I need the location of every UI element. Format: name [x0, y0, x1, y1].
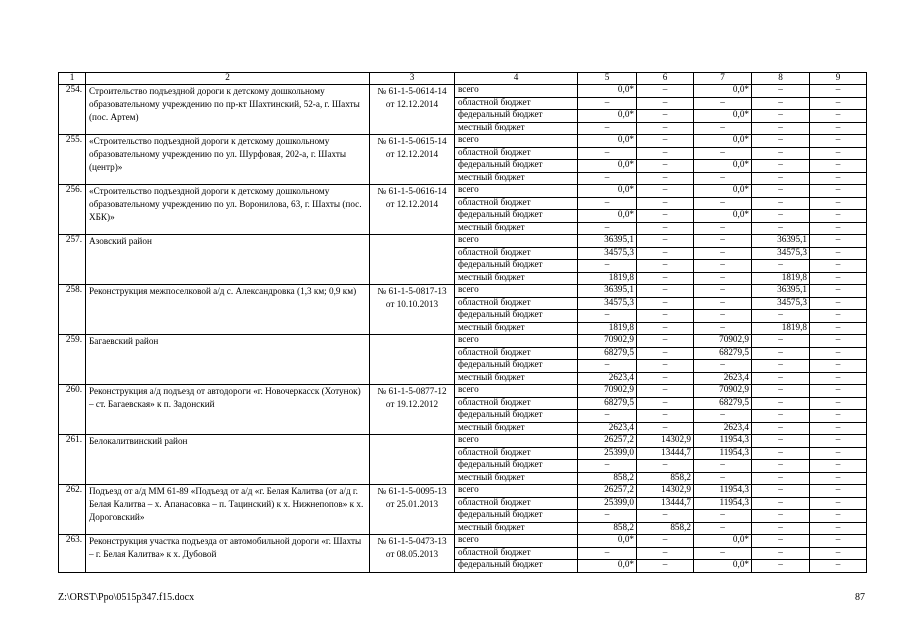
- amount-cell: 2623,4: [694, 422, 752, 435]
- amount-cell: –: [752, 422, 810, 435]
- amount-cell: –: [637, 535, 694, 548]
- document-reference: [370, 235, 455, 285]
- amount-cell: 13444,7: [637, 447, 694, 460]
- funding-source: областной бюджет: [455, 447, 578, 460]
- amount-cell: –: [810, 510, 867, 523]
- amount-cell: –: [637, 160, 694, 173]
- amount-cell: –: [694, 360, 752, 373]
- amount-cell: –: [637, 347, 694, 360]
- document-reference: № 61-1-5-0614-14 от 12.12.2014: [370, 85, 455, 135]
- amount-cell: 68279,5: [578, 397, 637, 410]
- amount-cell: –: [752, 335, 810, 348]
- amount-cell: –: [637, 310, 694, 323]
- amount-cell: –: [637, 235, 694, 248]
- amount-cell: –: [752, 147, 810, 160]
- amount-cell: –: [637, 272, 694, 285]
- document-reference: [370, 435, 455, 485]
- amount-cell: 0,0*: [694, 135, 752, 148]
- amount-cell: –: [810, 172, 867, 185]
- amount-cell: –: [752, 410, 810, 423]
- amount-cell: –: [637, 85, 694, 98]
- object-description: Реконструкция участка подъезда от автомобильной дороги «г. Шахты – г. Белая Калитва» к х. Дубовой: [86, 535, 370, 573]
- funding-source: местный бюджет: [455, 122, 578, 135]
- funding-source: федеральный бюджет: [455, 510, 578, 523]
- amount-cell: –: [810, 485, 867, 498]
- amount-cell: –: [752, 360, 810, 373]
- amount-cell: –: [752, 347, 810, 360]
- amount-cell: –: [578, 410, 637, 423]
- amount-cell: –: [637, 460, 694, 473]
- funding-source: областной бюджет: [455, 297, 578, 310]
- row-index: 257.: [59, 235, 86, 285]
- amount-cell: 25399,0: [578, 447, 637, 460]
- amount-cell: –: [810, 285, 867, 298]
- amount-cell: –: [578, 197, 637, 210]
- row-index: 254.: [59, 85, 86, 135]
- column-number-cell: 9: [810, 73, 867, 85]
- amount-cell: –: [752, 197, 810, 210]
- funding-source: областной бюджет: [455, 147, 578, 160]
- column-number-cell: 8: [752, 73, 810, 85]
- amount-cell: –: [578, 547, 637, 560]
- funding-source: федеральный бюджет: [455, 560, 578, 573]
- amount-cell: –: [810, 522, 867, 535]
- amount-cell: 2623,4: [578, 422, 637, 435]
- amount-cell: –: [810, 122, 867, 135]
- amount-cell: 11954,3: [694, 485, 752, 498]
- funding-source: местный бюджет: [455, 322, 578, 335]
- table-row: [59, 485, 867, 498]
- file-path: Z:\ORST\Ppo\0515p347.f15.docx: [58, 592, 195, 603]
- amount-cell: 25399,0: [578, 497, 637, 510]
- amount-cell: –: [694, 510, 752, 523]
- amount-cell: 14302,9: [637, 485, 694, 498]
- amount-cell: 0,0*: [694, 535, 752, 548]
- amount-cell: –: [810, 547, 867, 560]
- amount-cell: –: [752, 460, 810, 473]
- amount-cell: –: [694, 310, 752, 323]
- column-number-cell: 6: [637, 73, 694, 85]
- amount-cell: –: [752, 185, 810, 198]
- amount-cell: 0,0*: [578, 210, 637, 223]
- amount-cell: –: [694, 460, 752, 473]
- table-row: [59, 335, 867, 348]
- funding-source: федеральный бюджет: [455, 310, 578, 323]
- amount-cell: –: [810, 560, 867, 573]
- budget-table: [58, 72, 867, 573]
- amount-cell: 68279,5: [694, 397, 752, 410]
- amount-cell: –: [637, 397, 694, 410]
- amount-cell: 1819,8: [752, 322, 810, 335]
- amount-cell: –: [637, 360, 694, 373]
- amount-cell: –: [752, 397, 810, 410]
- amount-cell: –: [694, 172, 752, 185]
- funding-source: областной бюджет: [455, 97, 578, 110]
- amount-cell: –: [810, 247, 867, 260]
- amount-cell: 26257,2: [578, 435, 637, 448]
- amount-cell: –: [810, 410, 867, 423]
- amount-cell: –: [752, 510, 810, 523]
- amount-cell: 0,0*: [578, 535, 637, 548]
- amount-cell: –: [578, 97, 637, 110]
- amount-cell: –: [637, 422, 694, 435]
- amount-cell: 14302,9: [637, 435, 694, 448]
- amount-cell: –: [694, 547, 752, 560]
- object-description: Белокалитвинский район: [86, 435, 370, 485]
- funding-source: федеральный бюджет: [455, 460, 578, 473]
- table-row: [59, 85, 867, 98]
- document-reference: № 61-1-5-0615-14 от 12.12.2014: [370, 135, 455, 185]
- amount-cell: –: [637, 185, 694, 198]
- amount-cell: 0,0*: [578, 85, 637, 98]
- amount-cell: 36395,1: [578, 235, 637, 248]
- funding-source: всего: [455, 135, 578, 148]
- amount-cell: –: [752, 122, 810, 135]
- funding-source: федеральный бюджет: [455, 110, 578, 123]
- amount-cell: –: [810, 435, 867, 448]
- amount-cell: –: [752, 547, 810, 560]
- column-number-cell: 7: [694, 73, 752, 85]
- amount-cell: 34575,3: [578, 297, 637, 310]
- object-description: Азовский район: [86, 235, 370, 285]
- amount-cell: 34575,3: [578, 247, 637, 260]
- amount-cell: –: [637, 510, 694, 523]
- amount-cell: –: [578, 360, 637, 373]
- amount-cell: –: [752, 210, 810, 223]
- amount-cell: –: [810, 110, 867, 123]
- amount-cell: –: [637, 385, 694, 398]
- funding-source: федеральный бюджет: [455, 160, 578, 173]
- amount-cell: –: [810, 235, 867, 248]
- amount-cell: –: [694, 147, 752, 160]
- object-description: Реконструкция межпоселковой а/д с. Александровка (1,3 км; 0,9 км): [86, 285, 370, 335]
- object-description: Реконструкция а/д подъезд от автодороги «г. Новочеркасск (Хотунок) – ст. Багаевская» к п. Задонский: [86, 385, 370, 435]
- amount-cell: –: [578, 510, 637, 523]
- amount-cell: –: [810, 360, 867, 373]
- amount-cell: –: [810, 397, 867, 410]
- funding-source: местный бюджет: [455, 372, 578, 385]
- funding-source: областной бюджет: [455, 247, 578, 260]
- amount-cell: –: [694, 222, 752, 235]
- funding-source: местный бюджет: [455, 222, 578, 235]
- amount-cell: –: [752, 135, 810, 148]
- amount-cell: 36395,1: [752, 285, 810, 298]
- amount-cell: –: [810, 347, 867, 360]
- funding-source: всего: [455, 235, 578, 248]
- table-row: [59, 535, 867, 548]
- amount-cell: 70902,9: [578, 335, 637, 348]
- amount-cell: –: [810, 222, 867, 235]
- document-reference: № 61-1-5-0817-13 от 10.10.2013: [370, 285, 455, 335]
- object-description: Подъезд от а/д ММ 61-89 «Подъезд от а/д «г. Белая Калитва (от а/д г. Белая Калитва – х. Апанасовка – п. Тацинский) к х. Нижнепопов» к х. Дороговский»: [86, 485, 370, 535]
- amount-cell: –: [810, 472, 867, 485]
- column-number-cell: 3: [370, 73, 455, 85]
- amount-cell: –: [752, 472, 810, 485]
- amount-cell: –: [752, 560, 810, 573]
- document-reference: № 61-1-5-0616-14 от 12.12.2014: [370, 185, 455, 235]
- amount-cell: 11954,3: [694, 497, 752, 510]
- amount-cell: –: [637, 285, 694, 298]
- amount-cell: –: [752, 497, 810, 510]
- amount-cell: –: [752, 260, 810, 273]
- amount-cell: –: [752, 310, 810, 323]
- amount-cell: –: [810, 85, 867, 98]
- amount-cell: –: [637, 122, 694, 135]
- amount-cell: 34575,3: [752, 297, 810, 310]
- object-description: Багаевский район: [86, 335, 370, 385]
- amount-cell: 0,0*: [694, 210, 752, 223]
- amount-cell: –: [694, 260, 752, 273]
- amount-cell: –: [637, 147, 694, 160]
- amount-cell: –: [637, 297, 694, 310]
- amount-cell: 0,0*: [694, 160, 752, 173]
- amount-cell: –: [752, 535, 810, 548]
- amount-cell: –: [810, 272, 867, 285]
- amount-cell: –: [578, 260, 637, 273]
- amount-cell: –: [637, 322, 694, 335]
- funding-source: областной бюджет: [455, 347, 578, 360]
- amount-cell: –: [637, 210, 694, 223]
- object-description: Строительство подъездной дороги к детскому дошкольному образовательному учреждению по пр-кт Шахтинский, 52-а, г. Шахты (пос. Артем): [86, 85, 370, 135]
- amount-cell: –: [810, 422, 867, 435]
- amount-cell: –: [578, 222, 637, 235]
- amount-cell: –: [752, 172, 810, 185]
- column-number-row: [59, 73, 867, 85]
- amount-cell: –: [810, 197, 867, 210]
- table-body: [59, 73, 867, 573]
- amount-cell: –: [810, 385, 867, 398]
- amount-cell: –: [578, 310, 637, 323]
- amount-cell: 0,0*: [578, 560, 637, 573]
- amount-cell: 70902,9: [694, 385, 752, 398]
- table-row: [59, 285, 867, 298]
- amount-cell: 1819,8: [578, 322, 637, 335]
- amount-cell: –: [694, 285, 752, 298]
- document-reference: [370, 335, 455, 385]
- amount-cell: 68279,5: [578, 347, 637, 360]
- row-index: 256.: [59, 185, 86, 235]
- amount-cell: –: [694, 472, 752, 485]
- row-index: 260.: [59, 385, 86, 435]
- amount-cell: 858,2: [578, 522, 637, 535]
- funding-source: федеральный бюджет: [455, 410, 578, 423]
- amount-cell: –: [694, 247, 752, 260]
- amount-cell: –: [810, 335, 867, 348]
- amount-cell: 858,2: [637, 522, 694, 535]
- document-reference: № 61-1-5-0095-13 от 25.01.2013: [370, 485, 455, 535]
- funding-source: всего: [455, 535, 578, 548]
- column-number-cell: 2: [86, 73, 370, 85]
- amount-cell: –: [752, 522, 810, 535]
- amount-cell: –: [637, 197, 694, 210]
- funding-source: всего: [455, 385, 578, 398]
- table-row: [59, 135, 867, 148]
- amount-cell: 36395,1: [578, 285, 637, 298]
- amount-cell: 70902,9: [578, 385, 637, 398]
- funding-source: всего: [455, 85, 578, 98]
- amount-cell: 26257,2: [578, 485, 637, 498]
- amount-cell: 1819,8: [578, 272, 637, 285]
- amount-cell: –: [810, 497, 867, 510]
- amount-cell: 0,0*: [578, 110, 637, 123]
- funding-source: всего: [455, 185, 578, 198]
- amount-cell: –: [752, 435, 810, 448]
- funding-source: местный бюджет: [455, 272, 578, 285]
- amount-cell: –: [694, 272, 752, 285]
- amount-cell: –: [810, 97, 867, 110]
- amount-cell: –: [694, 322, 752, 335]
- document-reference: № 61-1-5-0877-12 от 19.12.2012: [370, 385, 455, 435]
- amount-cell: –: [637, 335, 694, 348]
- amount-cell: –: [810, 322, 867, 335]
- amount-cell: –: [578, 460, 637, 473]
- row-index: 262.: [59, 485, 86, 535]
- funding-source: областной бюджет: [455, 497, 578, 510]
- amount-cell: 0,0*: [578, 160, 637, 173]
- funding-source: местный бюджет: [455, 422, 578, 435]
- amount-cell: –: [752, 447, 810, 460]
- amount-cell: 0,0*: [694, 110, 752, 123]
- amount-cell: 0,0*: [578, 135, 637, 148]
- amount-cell: –: [578, 122, 637, 135]
- amount-cell: –: [810, 460, 867, 473]
- amount-cell: –: [637, 222, 694, 235]
- amount-cell: 2623,4: [694, 372, 752, 385]
- funding-source: местный бюджет: [455, 522, 578, 535]
- funding-source: всего: [455, 485, 578, 498]
- table-row: [59, 385, 867, 398]
- amount-cell: 0,0*: [694, 85, 752, 98]
- funding-source: федеральный бюджет: [455, 360, 578, 373]
- amount-cell: –: [637, 260, 694, 273]
- amount-cell: –: [637, 97, 694, 110]
- amount-cell: –: [752, 110, 810, 123]
- amount-cell: 0,0*: [694, 560, 752, 573]
- row-index: 261.: [59, 435, 86, 485]
- amount-cell: –: [694, 122, 752, 135]
- amount-cell: –: [810, 135, 867, 148]
- amount-cell: –: [810, 372, 867, 385]
- amount-cell: –: [637, 110, 694, 123]
- amount-cell: 11954,3: [694, 435, 752, 448]
- amount-cell: –: [694, 97, 752, 110]
- amount-cell: –: [694, 410, 752, 423]
- amount-cell: –: [752, 385, 810, 398]
- column-number-cell: 4: [455, 73, 578, 85]
- amount-cell: –: [694, 235, 752, 248]
- amount-cell: –: [752, 372, 810, 385]
- amount-cell: –: [810, 185, 867, 198]
- amount-cell: –: [578, 147, 637, 160]
- amount-cell: –: [810, 147, 867, 160]
- funding-source: областной бюджет: [455, 197, 578, 210]
- amount-cell: –: [637, 247, 694, 260]
- amount-cell: –: [637, 410, 694, 423]
- funding-source: местный бюджет: [455, 472, 578, 485]
- table-row: [59, 185, 867, 198]
- amount-cell: –: [637, 560, 694, 573]
- amount-cell: –: [752, 160, 810, 173]
- amount-cell: 70902,9: [694, 335, 752, 348]
- amount-cell: –: [752, 222, 810, 235]
- table-row: [59, 235, 867, 248]
- amount-cell: –: [810, 310, 867, 323]
- funding-source: федеральный бюджет: [455, 210, 578, 223]
- amount-cell: –: [810, 160, 867, 173]
- amount-cell: –: [694, 197, 752, 210]
- amount-cell: –: [637, 372, 694, 385]
- amount-cell: –: [810, 297, 867, 310]
- amount-cell: –: [637, 135, 694, 148]
- page-number: 87: [855, 592, 865, 603]
- funding-source: федеральный бюджет: [455, 260, 578, 273]
- amount-cell: –: [694, 522, 752, 535]
- funding-source: местный бюджет: [455, 172, 578, 185]
- row-index: 258.: [59, 285, 86, 335]
- amount-cell: 858,2: [637, 472, 694, 485]
- amount-cell: –: [637, 172, 694, 185]
- funding-source: всего: [455, 285, 578, 298]
- amount-cell: –: [752, 85, 810, 98]
- amount-cell: 0,0*: [694, 185, 752, 198]
- amount-cell: 1819,8: [752, 272, 810, 285]
- row-index: 263.: [59, 535, 86, 573]
- row-index: 259.: [59, 335, 86, 385]
- amount-cell: 68279,5: [694, 347, 752, 360]
- amount-cell: –: [810, 260, 867, 273]
- amount-cell: 0,0*: [578, 185, 637, 198]
- amount-cell: –: [752, 97, 810, 110]
- funding-source: областной бюджет: [455, 547, 578, 560]
- amount-cell: –: [578, 172, 637, 185]
- amount-cell: 34575,3: [752, 247, 810, 260]
- funding-source: областной бюджет: [455, 397, 578, 410]
- table-row: [59, 435, 867, 448]
- amount-cell: 858,2: [578, 472, 637, 485]
- document-reference: № 61-1-5-0473-13 от 08.05.2013: [370, 535, 455, 573]
- object-description: «Строительство подъездной дороги к детскому дошкольному образовательному учреждению по ул. Шурфовая, 202-а, г. Шахты (центр)»: [86, 135, 370, 185]
- amount-cell: –: [810, 447, 867, 460]
- column-number-cell: 1: [59, 73, 86, 85]
- column-number-cell: 5: [578, 73, 637, 85]
- amount-cell: –: [694, 297, 752, 310]
- amount-cell: –: [752, 485, 810, 498]
- amount-cell: 11954,3: [694, 447, 752, 460]
- amount-cell: –: [637, 547, 694, 560]
- funding-source: всего: [455, 335, 578, 348]
- amount-cell: 2623,4: [578, 372, 637, 385]
- funding-source: всего: [455, 435, 578, 448]
- row-index: 255.: [59, 135, 86, 185]
- amount-cell: 13444,7: [637, 497, 694, 510]
- amount-cell: –: [810, 210, 867, 223]
- amount-cell: 36395,1: [752, 235, 810, 248]
- object-description: «Строительство подъездной дороги к детскому дошкольному образовательному учреждению по ул. Воронилова, 63, г. Шахты (пос. ХБК)»: [86, 185, 370, 235]
- amount-cell: –: [810, 535, 867, 548]
